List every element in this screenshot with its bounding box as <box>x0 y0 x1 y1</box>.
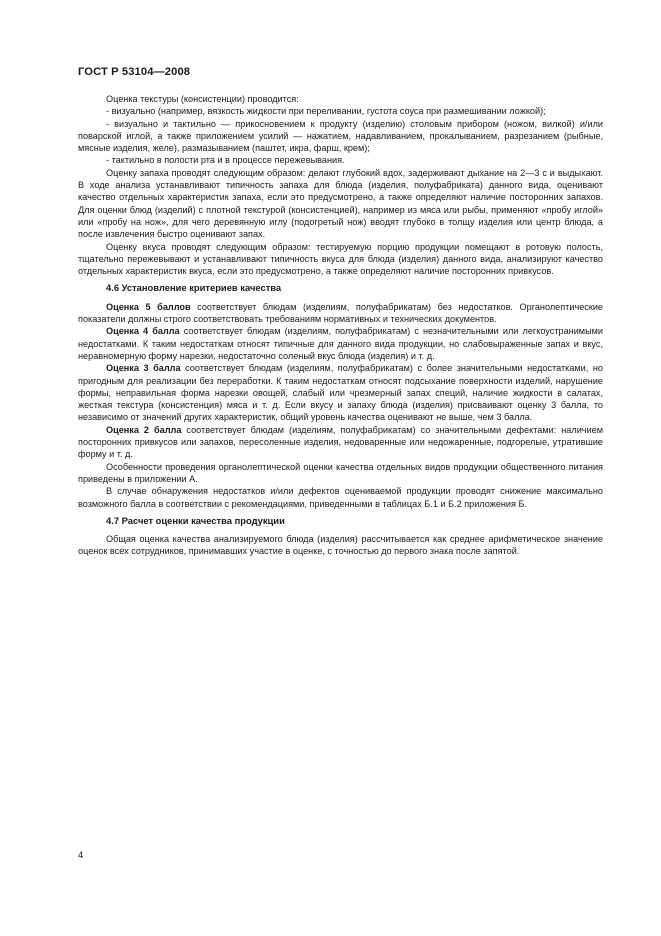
score-3-text: соответствует блюдам (изделиям, полуфабрикатам) с более значительными недостатками, но пригодным для реализации без переработки. К таким недостаткам относят подсыхание поверхности изделий, нарушение формы, неправильная форма нарезки овощей, слабый или чрезмерный запах специй, наличие жидкости в салатах, жесткая текстура (консистенция) мяса и т. д. Если вкусу и запаху блюда (изделия) присваивают оценку 3 балла, то независимо от значений других характеристик, общий уровень качества оценивают не выше, чем 3 балла. <box>78 363 603 423</box>
score-2-text: соответствует блюдам (изделиям, полуфабрикатам) со значительными дефектами: наличием посторонних привкусов или запахов, пересоленные изделия, недоваренные или недожаренные, подгорелые, утратившие форму и т. д. <box>78 424 604 460</box>
score-5-text: соответствует блюдам (изделиям, полуфабрикатам) без недостатков. Органолептические показатели должны строго соответствовать требованиям нормативных и технических документов. <box>78 301 604 325</box>
texture-tactile-item: - визуально и тактильно — прикосновением к продукту (изделию) столовым прибором (ножом, вилкой) и/или поварской иглой, а также приложением усилий — нажатием, надавливанием, прокалыванием, разрезанием (рыбные, мясные изделия, желе), размазыванием (паштет, икра, фарш, крем); <box>78 118 603 154</box>
score-2-paragraph <box>78 424 603 461</box>
score-4-text: соответствует блюдам (изделиям, полуфабрикатам) с незначительными или легкоустранимыми недостатками. К таким недостаткам относят типичные для данного вида продукции, но слабовыраженные запах и вкус, неравномерную форму нарезки, недостаточно соленый вкус блюда (изделия) и т. д. <box>78 326 603 361</box>
smell-paragraph: Оценку запаха проводят следующим образом: делают глубокий вдох, задерживают дыхание на 2—3 с и выдыхают. В ходе анализа устанавливают типичность запаха для блюда (изделия, полуфабриката) данного вида, оценивают качество отдельных характеристик запаха, если это предусмотрено, а также определяют наличие посторонних запахов. Для оценки блюд (изделий) с плотной текстурой (консистенцией), например из мяса или рыбы, применяют «пробу иглой» или «пробу на нож», для чего деревянную иглу (подогретый нож) вводят глубоко в толщу изделия или центр блюда, а после извлечения быстро оценивают запах. <box>78 167 603 240</box>
texture-mouth-item: - тактильно в полости рта и в процессе пережевывания. <box>106 155 345 166</box>
score-4-term: Оценка 4 балла <box>106 326 180 337</box>
score-calculation-paragraph: Общая оценка качества анализируемого блюда (изделия) рассчитывается как среднее арифметическое значение оценок всех сотрудников, принимавших участие в оценке, с точностью до первого знака после запятой. <box>78 534 603 557</box>
annex-reference-paragraph: Особенности проведения органолептической оценки качества отдельных видов продукции общественного питания приведены в приложении А. <box>78 461 603 484</box>
score-2-term: Оценка 2 балла <box>106 424 182 435</box>
score-5-term: Оценка 5 баллов <box>106 301 191 312</box>
score-5-paragraph <box>78 301 603 326</box>
defects-paragraph: В случае обнаружения недостатков и/или дефектов оцениваемой продукции проводят снижение максимально возможного балла в соответствии с рекомендациями, приведенными в таблицах Б.1 и Б.2 приложения Б. <box>78 486 603 509</box>
score-3-term: Оценка 3 балла <box>106 363 181 374</box>
taste-paragraph: Оценку вкуса проводят следующим образом: тестируемую порцию продукции помещают в ротовую полость, тщательно пережевывают и устанавливают типичность вкуса для блюда (изделия) данного вида, анализируют качество отдельных характеристик вкуса, если это предусмотрено, а также определяют наличие посторонних привкусов. <box>78 241 603 277</box>
section-4-7-heading: 4.7 Расчет оценки качества продукции <box>106 514 285 526</box>
texture-intro: Оценка текстуры (консистенции) проводится: <box>106 94 299 104</box>
page-number: 4 <box>78 850 84 861</box>
page-content <box>78 93 603 558</box>
section-4-6-heading: 4.6 Установление критериев качества <box>106 282 282 294</box>
texture-visual-item: - визуально (например, вязкость жидкости при переливании, густота соуса при размешивании ложкой); <box>106 106 546 117</box>
score-3-paragraph <box>78 362 603 423</box>
score-4-paragraph <box>78 325 603 362</box>
standard-header: ГОСТ Р 53104—2008 <box>78 66 191 78</box>
